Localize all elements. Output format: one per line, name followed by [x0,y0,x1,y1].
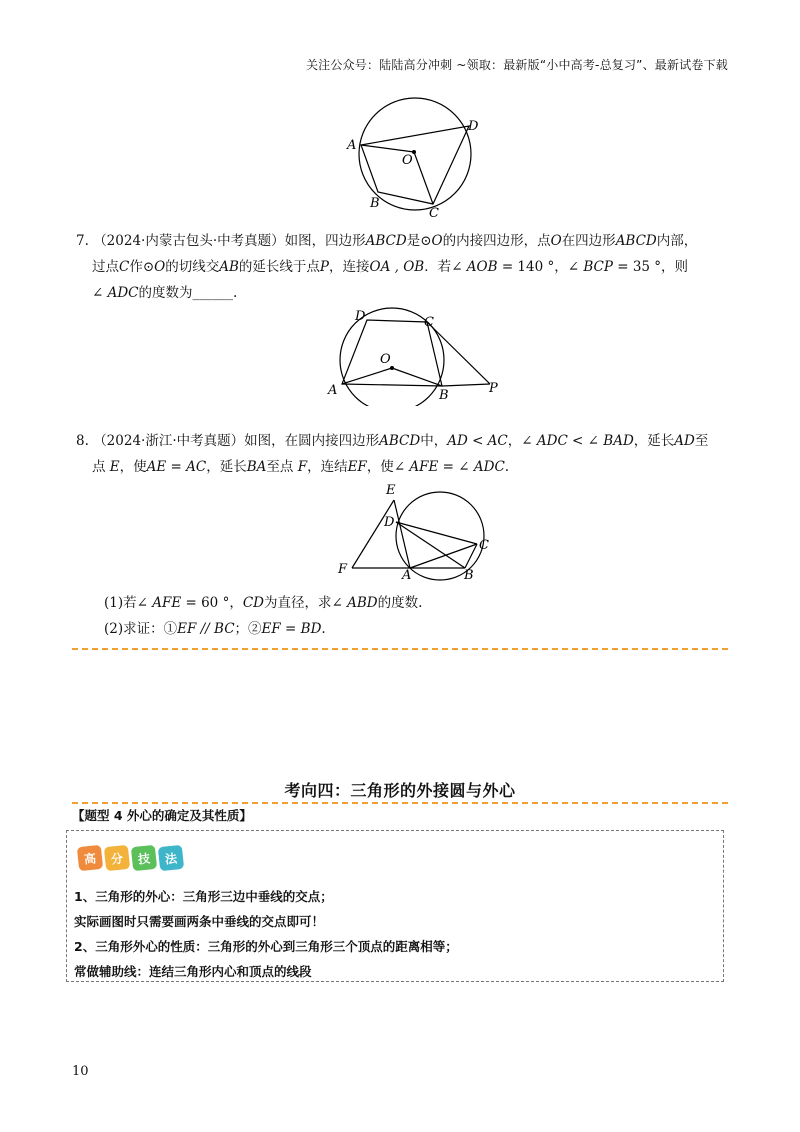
label-a: A [402,568,412,583]
q8-line-2: 点 E，使AE = AC，延长BA至点 F，连结EF，使∠ AFE = ∠ ADC. [92,459,510,475]
q8-sub-1: (1)若∠ AFE = 60 °，CD为直径，求∠ ABD的度数. [104,595,423,611]
section-title: 考向四：三角形的外接圆与外心 [284,781,516,800]
q8-sub-2: (2)求证：①EF // BC；②EF = BD. [104,621,326,637]
figure-tangent-p [322,306,512,406]
tips-content [74,884,458,984]
question-8 [76,428,736,480]
label-o: O [380,352,391,367]
badge-fen: 分 [104,845,130,871]
figure-circle-abcd [340,92,500,226]
question-type-tag: 【题型 4 外心的确定及其性质】 [72,808,252,823]
label-c: C [424,315,434,330]
q7-line-3: ∠ ADC的度数为______. [92,285,238,301]
label-b: B [439,388,449,403]
label-a: A [328,383,338,398]
tip-line-3: 2、三角形外心的性质：三角形的外心到三角形三个顶点的距离相等； [74,939,458,954]
divider-top [72,648,728,650]
page-number: 10 [72,1064,89,1079]
figure-efd [332,480,502,584]
label-d: D [468,119,479,134]
quadrilateral-abcd [361,126,469,204]
label-a: A [347,138,357,153]
label-o: O [402,153,413,168]
answer-blank[interactable]: ______ [192,285,234,301]
question-7 [76,228,736,306]
label-b: B [370,196,380,211]
q8-subquestions [104,590,724,642]
label-c: C [429,206,439,221]
tip-line-2: 实际画图时只需要画两条中垂线的交点即可！ [74,914,325,929]
badge-ji: 技 [131,845,157,871]
label-f: F [338,562,348,577]
label-d: D [355,309,366,324]
tip-line-1: 1、三角形的外心：三角形三边中垂线的交点； [74,889,333,904]
divider-section [72,802,728,804]
page-header: 关注公众号：陆陆高分冲刺 ~领取：最新版“小中高考-总复习”、最新试卷下载 [305,58,728,72]
label-p: P [489,381,498,396]
q7-line-2: 过点C作⊙O的切线交AB的延长线于点P，连接OA , OB．若∠ AOB = 140 °，∠ BCP = 35 °，则 [92,259,689,275]
label-d: D [384,515,395,530]
q8-line-1: 8. （2024·浙江·中考真题）如图，在圆内接四边形ABCD中，AD < AC，∠ ADC < ∠ BAD，延长AD至 [76,433,709,449]
label-b: B [464,568,474,583]
q7-line-1: 7. （2024·内蒙古包头·中考真题）如图，四边形ABCD是⊙O的内接四边形，点O在四边形ABCD内部， [76,233,698,249]
label-e: E [386,483,396,498]
tips-badge-group [78,846,183,870]
label-c: C [479,538,489,553]
tip-line-4: 常做辅助线：连结三角形内心和顶点的线段 [74,964,312,979]
badge-gao: 高 [77,845,103,871]
badge-fa: 法 [158,845,184,871]
